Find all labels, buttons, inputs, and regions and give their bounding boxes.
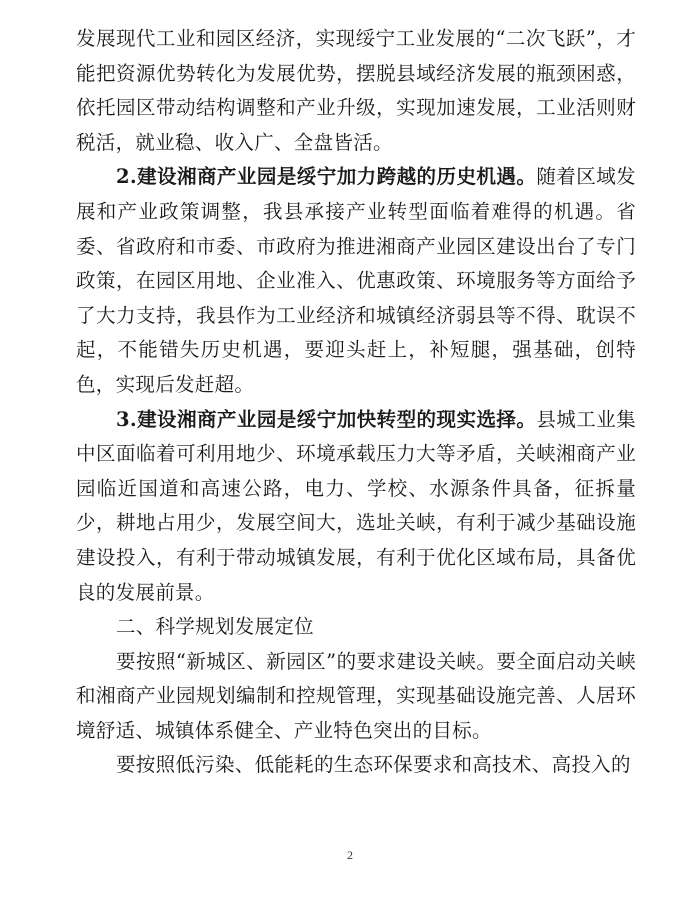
paragraph-text: 要按照“新城区、新园区”的要求建设关峡。要全面启动关峡和湘商产业园规划编制和控规管理，实现基础设施完善、人居环境舒适、城镇体系健全、产业特色突出的目标。 (76, 649, 636, 742)
paragraph-text: 要按照低污染、低能耗的生态环保要求和高技术、高投入的 (115, 753, 631, 777)
paragraph-planning (76, 645, 636, 749)
paragraph-ecology (76, 748, 636, 783)
paragraph-text: 随着区域发展和产业政策调整，我县承接产业转型面临着难得的机遇。省委、省政府和市委、市政府为推进湘商产业园区建设出台了专门政策，在园区用地、企业准入、优惠政策、环境服务等方面给予了大力支持，我县作为工业经济和城镇经济弱县等不得、耽误不起，不能错失历史机遇，要迎头赶上，补短腿，强基础，创特色，实现后发赶超。 (76, 165, 636, 396)
paragraph-text: 县城工业集中区面临着可利用地少、环境承载压力大等矛盾，关峡湘商产业园临近国道和高速公路，电力、学校、水源条件具备，征拆量少，耕地占用少，发展空间大，选址关峡，有利于减少基础设施建设投入，有利于带动城镇发展，有利于优化区域布局，具备优良的发展前景。 (76, 407, 636, 604)
paragraph-lead-bold: 2.建设湘商产业园是绥宁加力跨越的历史机遇。 (115, 165, 537, 189)
document-body (76, 22, 636, 783)
paragraph-point-3 (76, 403, 636, 611)
paragraph-point-2 (76, 160, 636, 402)
paragraph-continuation (76, 22, 636, 160)
paragraph-lead-bold: 3.建设湘商产业园是绥宁加快转型的现实选择。 (115, 407, 537, 431)
section-heading: 二、科学规划发展定位 (115, 615, 314, 639)
page-number: 2 (347, 848, 353, 862)
paragraph-text: 发展现代工业和园区经济，实现绥宁工业发展的“二次飞跃”，才能把资源优势转化为发展优势，摆脱县域经济发展的瓶颈困惑，依托园区带动结构调整和产业升级，实现加速发展，工业活则财税活，就业稳、收入广、全盘皆活。 (76, 27, 636, 154)
